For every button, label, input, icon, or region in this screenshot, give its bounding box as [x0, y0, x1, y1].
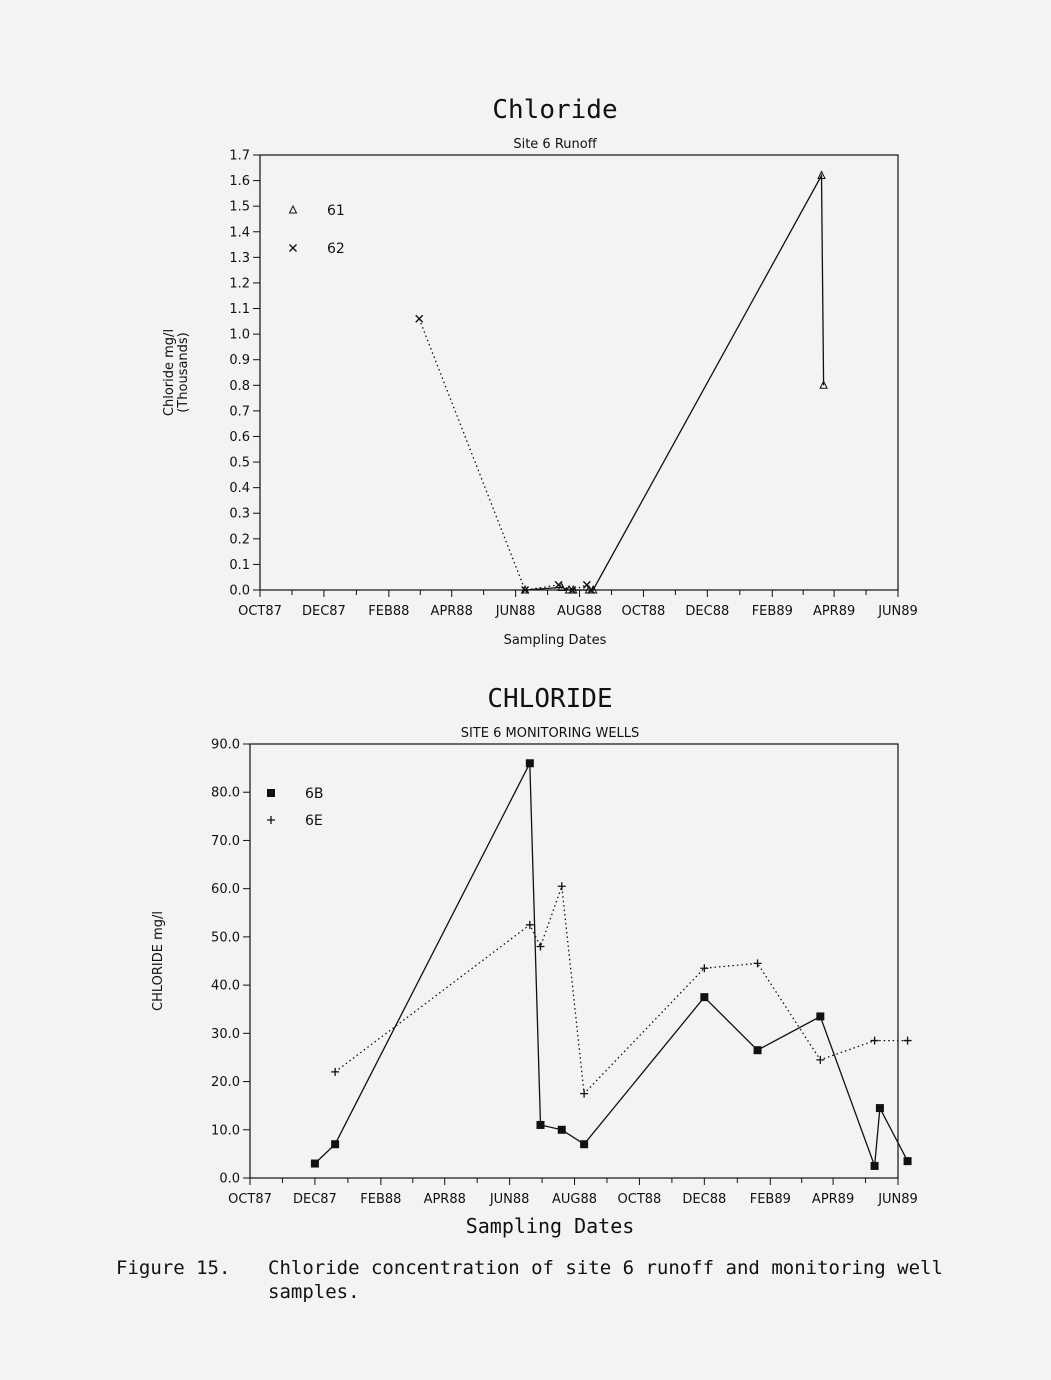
chart-monitoring-wells [0, 675, 1051, 1245]
y-tick-label: 80.0 [211, 785, 240, 801]
data-point-6B [700, 993, 708, 1001]
chart-group [162, 95, 918, 648]
legend-label-61: 61 [327, 203, 345, 219]
data-point-6B [536, 1121, 544, 1129]
y-tick-label: 20.0 [211, 1075, 240, 1091]
series-6B [311, 759, 912, 1170]
x-tick-label: DEC87 [301, 604, 346, 619]
data-point-6E [871, 1037, 879, 1045]
plot-frame [260, 155, 898, 590]
data-point-6B [876, 1104, 884, 1112]
legend-marker-62 [290, 245, 297, 252]
x-tick-label: JUN88 [489, 1192, 530, 1207]
x-tick-label: FEB88 [368, 604, 410, 619]
data-point-6E [754, 959, 762, 967]
x-tick-label: AUG88 [552, 1192, 598, 1207]
data-point-6E [558, 882, 566, 890]
x-tick-label: OCT87 [228, 1192, 272, 1207]
y-tick-label: 1.0 [229, 327, 250, 343]
y-tick-label: 70.0 [211, 833, 240, 849]
y-tick-label: 0.0 [219, 1171, 240, 1187]
data-point-6B [754, 1046, 762, 1054]
chart-runoff [0, 85, 1051, 660]
x-tick-label: OCT88 [617, 1192, 662, 1207]
series-6E [331, 882, 911, 1097]
x-tick-label: FEB89 [749, 1192, 791, 1207]
x-tick-label: DEC87 [292, 1192, 337, 1207]
x-tick-label: AUG88 [557, 604, 603, 619]
series-line-61 [525, 176, 824, 591]
data-point-6B [904, 1157, 912, 1165]
legend-label-6B: 6B [305, 786, 324, 802]
x-tick-label: FEB88 [360, 1192, 402, 1207]
y-tick-label: 0.3 [229, 506, 250, 522]
y-tick-label: 90.0 [211, 737, 240, 753]
series-line-6E [335, 886, 908, 1093]
y-tick-label: 0.0 [229, 583, 250, 599]
series-62 [416, 315, 595, 593]
x-axis-label: Sampling Dates [465, 1214, 635, 1238]
x-tick-label: JUN89 [878, 604, 918, 619]
legend-marker-6E [267, 816, 275, 824]
y-tick-label: 1.1 [229, 302, 250, 318]
y-tick-label: 30.0 [211, 1026, 240, 1042]
y-axis-label-units: (Thousands) [176, 332, 191, 413]
figure-caption-text: Chloride concentration of site 6 runoff and monitoring well samples. [268, 1257, 943, 1303]
x-tick-label: DEC88 [682, 1192, 727, 1207]
y-tick-label: 50.0 [211, 930, 240, 946]
data-point-62 [416, 315, 423, 322]
y-tick-label: 40.0 [211, 978, 240, 994]
y-tick-label: 1.2 [229, 276, 250, 292]
data-point-6B [526, 759, 534, 767]
figure-caption [116, 1256, 996, 1304]
chart-subtitle: Site 6 Runoff [513, 137, 597, 152]
y-tick-label: 0.9 [229, 353, 250, 369]
data-point-6E [526, 921, 534, 929]
data-point-6B [558, 1126, 566, 1134]
x-tick-label: JUN89 [878, 1192, 918, 1207]
chart-title: Chloride [492, 95, 618, 125]
chart-runoff-svg [0, 85, 1051, 660]
data-point-6B [331, 1140, 339, 1148]
y-tick-label: 1.6 [229, 174, 250, 190]
plot-frame [250, 744, 898, 1178]
x-axis-label: Sampling Dates [503, 633, 607, 648]
data-point-6E [536, 943, 544, 951]
data-point-6B [816, 1012, 824, 1020]
data-point-6E [331, 1068, 339, 1076]
y-tick-label: 0.5 [229, 455, 250, 471]
y-tick-label: 0.1 [229, 557, 250, 573]
y-tick-label: 0.6 [229, 429, 250, 445]
y-tick-label: 10.0 [211, 1123, 240, 1139]
y-tick-label: 1.3 [229, 250, 250, 266]
chart-wells-svg [0, 675, 1051, 1245]
x-tick-label: APR89 [811, 1192, 855, 1207]
data-point-6E [816, 1056, 824, 1064]
x-tick-label: DEC88 [685, 604, 730, 619]
x-tick-label: OCT87 [238, 604, 282, 619]
x-tick-label: OCT88 [621, 604, 666, 619]
data-point-6B [580, 1140, 588, 1148]
y-axis-label: CHLORIDE mg/l [151, 911, 166, 1011]
y-axis-label: Chloride mg/l [162, 328, 177, 417]
y-tick-label: 0.4 [229, 481, 250, 497]
series-61 [522, 171, 828, 593]
data-point-6B [871, 1162, 879, 1170]
chart-subtitle: SITE 6 MONITORING WELLS [460, 726, 640, 741]
x-tick-label: JUN88 [495, 604, 536, 619]
x-tick-label: APR89 [812, 604, 856, 619]
series-line-62 [419, 319, 591, 590]
legend-marker-61 [290, 206, 297, 213]
x-tick-label: APR88 [430, 604, 473, 619]
x-tick-label: FEB89 [751, 604, 793, 619]
chart-title: CHLORIDE [487, 684, 613, 714]
figure-number: Figure 15. [116, 1257, 231, 1279]
legend-label-6E: 6E [305, 813, 323, 829]
data-point-6E [904, 1037, 912, 1045]
data-point-6E [700, 964, 708, 972]
y-tick-label: 60.0 [211, 882, 240, 898]
y-tick-label: 1.4 [229, 225, 250, 241]
y-tick-label: 0.8 [229, 378, 250, 394]
x-tick-label: APR88 [423, 1192, 466, 1207]
y-tick-label: 1.7 [229, 148, 250, 164]
series-line-6B [315, 763, 908, 1166]
y-tick-label: 0.2 [229, 532, 250, 548]
chart-group [151, 684, 918, 1238]
data-point-6B [311, 1160, 319, 1168]
legend-label-62: 62 [327, 241, 345, 257]
y-tick-label: 0.7 [229, 404, 250, 420]
legend-marker-6B [267, 789, 275, 797]
y-tick-label: 1.5 [229, 199, 250, 215]
